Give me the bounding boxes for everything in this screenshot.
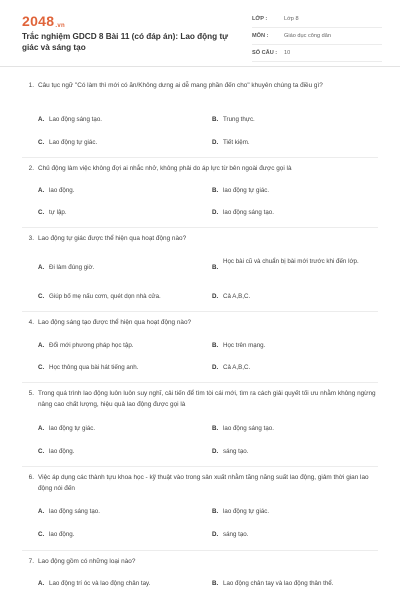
option-text: lao động sáng tạo. bbox=[223, 425, 274, 432]
question-number: 7. bbox=[28, 558, 34, 565]
question-text: Việc áp dụng các thành tựu khoa học - kỹ thuật vào trong sản xuất nhằm tăng năng suất lao động, giảm thời gian lao động nói đến bbox=[38, 474, 369, 492]
meta-row-class bbox=[252, 11, 382, 28]
meta-label: LỚP : bbox=[252, 16, 268, 22]
question-number: 2. bbox=[28, 165, 34, 172]
option-key: C. bbox=[38, 293, 45, 300]
option-key: A. bbox=[38, 425, 45, 432]
divider bbox=[22, 382, 378, 383]
option-text: sáng tạo. bbox=[223, 448, 249, 455]
option-key: B. bbox=[212, 116, 219, 123]
option-text: Cả A,B,C. bbox=[223, 364, 251, 371]
divider bbox=[22, 227, 378, 228]
option-key: B. bbox=[212, 580, 219, 587]
option-text: lao động tự giác. bbox=[223, 187, 270, 194]
divider bbox=[22, 466, 378, 467]
option-key: C. bbox=[38, 448, 45, 455]
option-key: B. bbox=[212, 342, 219, 349]
option-text: sáng tạo. bbox=[223, 531, 249, 538]
option-key: B. bbox=[212, 187, 219, 194]
divider bbox=[22, 157, 378, 158]
option-text: Học trên mạng. bbox=[223, 342, 266, 349]
option-key: D. bbox=[212, 364, 219, 371]
option-key: A. bbox=[38, 187, 45, 194]
option-text: lao động. bbox=[49, 187, 75, 194]
option-text: lao động sáng tạo. bbox=[49, 508, 100, 515]
option-key: D. bbox=[212, 139, 219, 146]
option-text: Học thông qua bài hát tiếng anh. bbox=[49, 364, 139, 371]
question-text: Chủ động làm việc không đợi ai nhắc nhở, không phải do áp lực từ bên ngoài được gọi là bbox=[38, 165, 292, 172]
option-key: B. bbox=[212, 264, 219, 271]
option-text: Lao động tự giác. bbox=[49, 139, 98, 146]
question-number: 1. bbox=[28, 82, 34, 89]
meta-value: Giáo dục công dân bbox=[284, 33, 331, 39]
option-text: lao động. bbox=[49, 531, 75, 538]
question-number: 4. bbox=[28, 319, 34, 326]
option-text: lao động tự giác. bbox=[223, 508, 270, 515]
option-key: A. bbox=[38, 264, 45, 271]
meta-value: Lớp 8 bbox=[284, 16, 299, 22]
option-text: Đổi mới phương pháp học tập. bbox=[49, 342, 134, 349]
logo-sub: .vn bbox=[55, 23, 65, 29]
option-key: A. bbox=[38, 580, 45, 587]
option-text: lao động sáng tạo. bbox=[223, 209, 274, 216]
option-text: Lao động trí óc và lao động chân tay. bbox=[49, 580, 151, 587]
option-key: C. bbox=[38, 139, 45, 146]
meta-label: SỐ CÂU : bbox=[252, 50, 278, 56]
question-text: Lao động sáng tạo được thể hiện qua hoạt động nào? bbox=[38, 319, 192, 326]
option-text: tự lập. bbox=[49, 209, 67, 216]
option-text: Học bài cũ và chuẩn bị bài mới trước khi đến lớp. bbox=[223, 258, 359, 265]
meta-value: 10 bbox=[284, 50, 291, 56]
meta-row-subject bbox=[252, 28, 382, 45]
question-text: Lao động gồm có những loại nào? bbox=[38, 558, 136, 565]
option-key: D. bbox=[212, 448, 219, 455]
option-key: C. bbox=[38, 364, 45, 371]
meta-label: MÔN : bbox=[252, 33, 269, 39]
option-text: Trung thực. bbox=[223, 116, 255, 123]
question-number: 5. bbox=[28, 390, 34, 397]
question-number: 3. bbox=[28, 235, 34, 242]
option-key: C. bbox=[38, 209, 45, 216]
option-key: A. bbox=[38, 508, 45, 515]
question-text: Câu tục ngữ "Có làm thì mới có ăn/Không dưng ai dễ mang phần đến cho" khuyên chúng ta điều gì? bbox=[38, 82, 323, 89]
option-text: Đi làm đúng giờ. bbox=[49, 264, 95, 271]
question-text: Trong quá trình lao động luôn luôn suy nghĩ, cải tiến để tìm tòi cái mới, tìm ra cách giải quyết tối ưu nhằm không ngừng nâng cao chất lượng, hiệu quả lao động được gọi là bbox=[38, 390, 376, 408]
meta-table bbox=[252, 11, 382, 62]
question-number: 6. bbox=[28, 474, 34, 481]
option-key: A. bbox=[38, 116, 45, 123]
divider bbox=[22, 550, 378, 551]
option-text: lao động tự giác. bbox=[49, 425, 96, 432]
option-key: C. bbox=[38, 531, 45, 538]
option-key: D. bbox=[212, 209, 219, 216]
page-header bbox=[0, 0, 400, 67]
option-text: Lao động sáng tạo. bbox=[49, 116, 102, 123]
option-text: Tiết kiệm. bbox=[223, 139, 250, 146]
option-text: Cả A,B,C. bbox=[223, 293, 251, 300]
logo-main: 2048 bbox=[22, 13, 55, 29]
option-text: Lao động chân tay và lao động thân thể. bbox=[223, 580, 334, 587]
option-key: B. bbox=[212, 508, 219, 515]
option-key: D. bbox=[212, 293, 219, 300]
option-text: Giúp bố mẹ nấu cơm, quét dọn nhà cửa. bbox=[49, 293, 161, 300]
question-text: Lao động tự giác được thể hiện qua hoạt động nào? bbox=[38, 235, 187, 242]
option-key: D. bbox=[212, 531, 219, 538]
page-title: Trắc nghiệm GDCD 8 Bài 11 (có đáp án): Lao động tự giác và sáng tạo bbox=[22, 32, 229, 52]
option-key: B. bbox=[212, 425, 219, 432]
option-key: A. bbox=[38, 342, 45, 349]
site-logo[interactable] bbox=[22, 13, 65, 29]
option-text: lao động. bbox=[49, 448, 75, 455]
meta-row-count bbox=[252, 45, 382, 62]
divider bbox=[22, 311, 378, 312]
